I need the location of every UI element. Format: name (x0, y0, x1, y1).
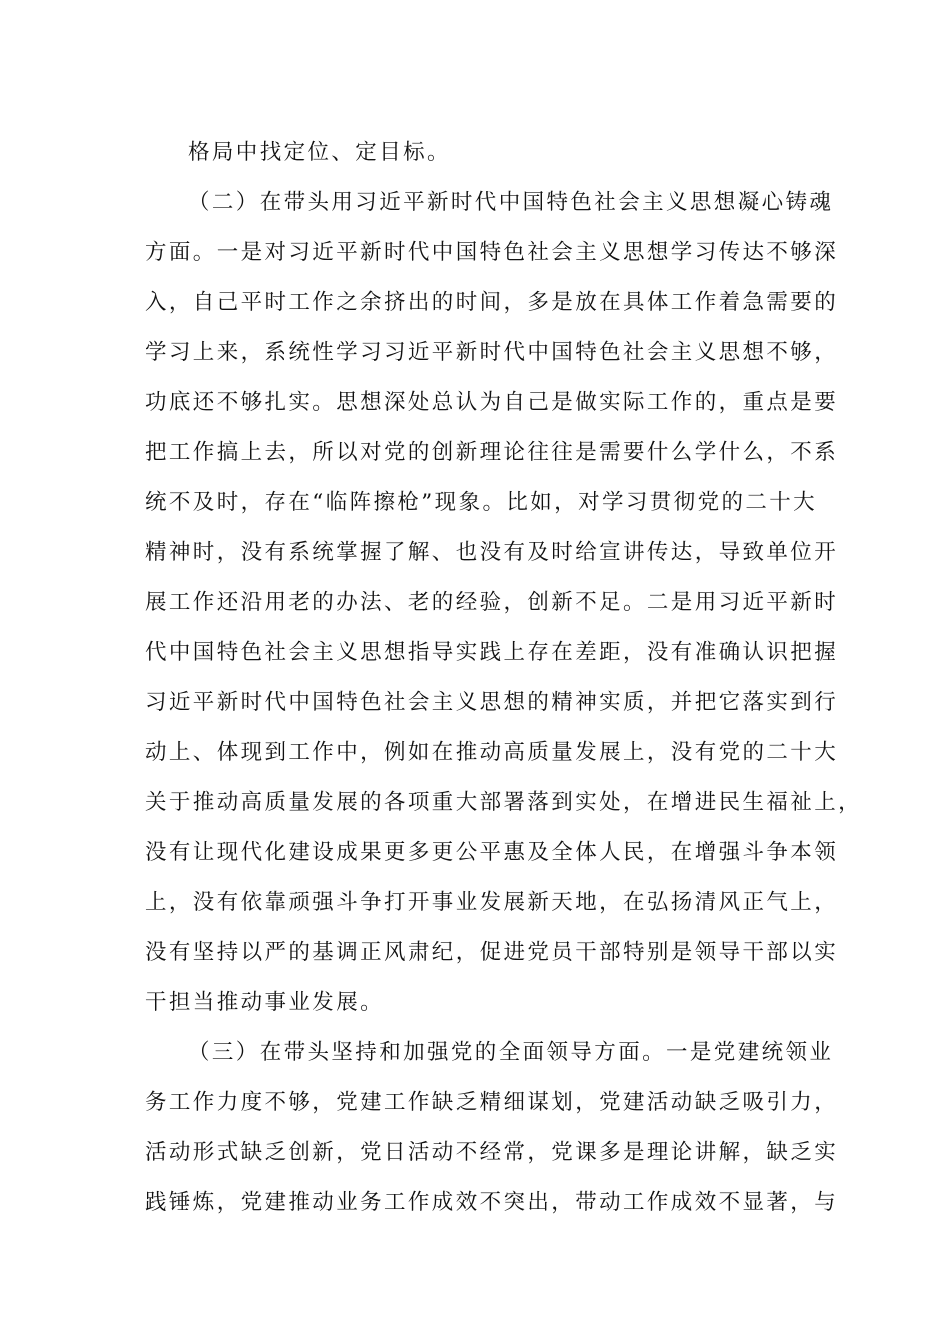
text-line: 践锤炼，党建推动业务工作成效不突出，带动工作成效不显著，与 (145, 1190, 839, 1215)
text-line: 务工作力度不够，党建工作缺乏精细谋划，党建活动缺乏吸引力， (145, 1090, 839, 1115)
text-line: 干担当推动事业发展。 (145, 990, 385, 1015)
text-line: 活动形式缺乏创新，党日活动不经常，党课多是理论讲解，缺乏实 (145, 1140, 839, 1165)
text-line: 展工作还沿用老的办法、老的经验，创新不足。二是用习近平新时 (145, 590, 839, 615)
text-line: 关于推动高质量发展的各项重大部署落到实处，在增进民生福祉上， (145, 790, 863, 815)
text-line: 学习上来，系统性学习习近平新时代中国特色社会主义思想不够， (145, 340, 839, 365)
text-line: 统不及时，存在“临阵擦枪”现象。比如，对学习贯彻党的二十大 (145, 490, 818, 515)
text-line: 上，没有依靠顽强斗争打开事业发展新天地，在弘扬清风正气上， (145, 890, 839, 915)
text-line: （二）在带头用习近平新时代中国特色社会主义思想凝心铸魂 (188, 190, 834, 215)
text-line: 动上、体现到工作中，例如在推动高质量发展上，没有党的二十大 (145, 740, 839, 765)
text-line: 习近平新时代中国特色社会主义思想的精神实质，并把它落实到行 (145, 690, 839, 715)
text-line: 精神时，没有系统掌握了解、也没有及时给宣讲传达，导致单位开 (145, 540, 839, 565)
text-line: 没有让现代化建设成果更多更公平惠及全体人民，在增强斗争本领 (145, 840, 839, 865)
text-line: 入，自己平时工作之余挤出的时间，多是放在具体工作着急需要的 (145, 290, 839, 315)
text-line: （三）在带头坚持和加强党的全面领导方面。一是党建统领业 (188, 1040, 834, 1065)
text-line: 方面。一是对习近平新时代中国特色社会主义思想学习传达不够深 (145, 240, 839, 265)
text-line: 格局中找定位、定目标。 (188, 140, 451, 165)
text-line: 功底还不够扎实。思想深处总认为自己是做实际工作的，重点是要 (145, 390, 839, 415)
text-line: 把工作搞上去，所以对党的创新理论往往是需要什么学什么，不系 (145, 440, 839, 465)
text-line: 没有坚持以严的基调正风肃纪，促进党员干部特别是领导干部以实 (145, 940, 839, 965)
text-line: 代中国特色社会主义思想指导实践上存在差距，没有准确认识把握 (145, 640, 839, 665)
